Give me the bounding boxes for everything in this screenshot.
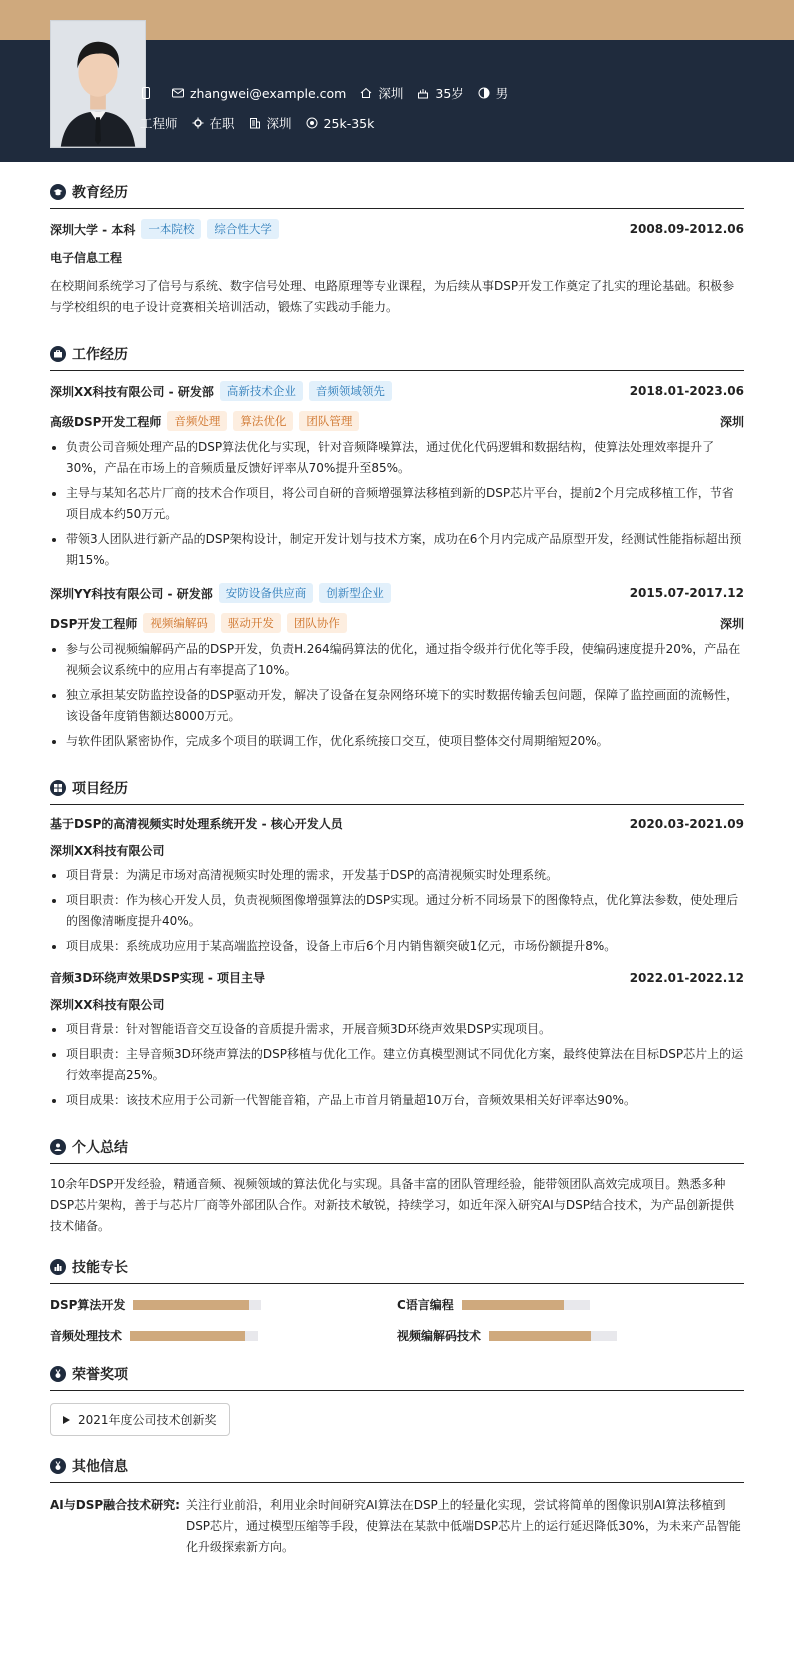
job-company: 深圳XX科技有限公司 - 研发部: [50, 384, 214, 399]
project-bullet: 项目职责：作为核心开发人员，负责视频图像增强算法的DSP实现。通过分析不同场景下的图像特点，优化算法参数，使处理后的图像清晰度提升40%。: [50, 890, 744, 932]
summary-section-title: [50, 1117, 744, 1164]
job-entry: [50, 381, 744, 571]
school-tag: 一本院校: [141, 219, 201, 239]
gender-icon: [478, 87, 490, 99]
contact-age-text: 35岁: [435, 86, 464, 101]
role-tag: 视频编解码: [143, 613, 215, 633]
contact-email[interactable]: [172, 86, 346, 101]
education-date: 2008.09-2012.06: [629, 222, 744, 236]
graduation-cap-icon: [50, 184, 66, 200]
contact-city-text: 深圳: [378, 86, 404, 101]
status-icon: [192, 117, 204, 129]
contact-row: [140, 84, 522, 102]
skill-bar: [130, 1331, 258, 1341]
role-tag: 驱动开发: [221, 613, 281, 633]
status-title: [140, 114, 178, 132]
other-info-item: [50, 1495, 744, 1558]
medal-icon: [50, 1366, 66, 1382]
status-salary-text: 25k-35k: [323, 115, 375, 131]
resume-content: [0, 162, 794, 1558]
building-icon: [249, 117, 261, 129]
skills-section-title: [50, 1237, 744, 1284]
skill-item: [50, 1296, 397, 1313]
award-text: 2021年度公司技术创新奖: [78, 1413, 217, 1427]
company-tag: 音频领域领先: [309, 381, 392, 401]
skill-item: [397, 1296, 744, 1313]
status-salary: [306, 116, 375, 131]
other-title: 其他信息: [72, 1459, 128, 1475]
job-bullet: 参与公司视频编解码产品的DSP开发，负责H.264编码算法的优化，通过指令级并行优化等手段，使编码速度提升20%，产品在视频会议系统中的应用占有率提高了10%。: [50, 639, 744, 681]
other-info-value: 关注行业前沿，利用业余时间研究AI算法在DSP上的轻量化实现，尝试将简单的图像识别AI算法移植到DSP芯片，通过模型压缩等手段，使算法在某款中低端DSP芯片上的运行延迟降低30%，为未来产品智能化升级探索新方向。: [185, 1498, 741, 1554]
status-city-text: 深圳: [266, 116, 292, 131]
job-location: 深圳: [719, 616, 744, 631]
project-bullet: 项目背景：针对智能语音交互设备的音质提升需求，开展音频3D环绕声效果DSP实现项目。: [50, 1019, 744, 1040]
job-bullet: 主导与某知名芯片厂商的技术合作项目，将公司自研的音频增强算法移植到新的DSP芯片平台，提前2个月完成移植工作，节省项目成本约50万元。: [50, 483, 744, 525]
user-icon: [50, 1139, 66, 1155]
project-bullet: 项目成果：系统成功应用于某高端监控设备，设备上市后6个月内销售额突破1亿元，市场份额提升8%。: [50, 936, 744, 957]
job-bullet: 负责公司音频处理产品的DSP算法优化与实现，针对音频降噪算法，通过优化代码逻辑和数据结构，使算法处理效率提升了30%，产品在市场上的音频质量反馈好评率从70%提升至85%。: [50, 437, 744, 479]
company-tag: 创新型企业: [319, 583, 391, 603]
education-title: 教育经历: [72, 185, 128, 201]
contact-city: [360, 84, 403, 102]
job-bullet: 与软件团队紧密协作，完成多个项目的联调工作，优化系统接口交互，使项目整体交付周期缩短20%。: [50, 731, 744, 752]
summary-title: 个人总结: [72, 1140, 128, 1156]
skill-item: [50, 1327, 397, 1344]
cake-icon: [417, 87, 429, 99]
project-entry: [50, 815, 744, 957]
projects-section-title: [50, 758, 744, 805]
triangle-right-icon: [63, 1416, 70, 1424]
education-entry: [50, 219, 744, 318]
skill-bar: [489, 1331, 617, 1341]
contact-age: [417, 84, 463, 102]
status-row: [140, 114, 388, 132]
project-date: 2020.03-2021.09: [629, 816, 744, 831]
status-city: [249, 114, 292, 132]
mail-icon: [172, 87, 184, 99]
awards-title: 荣誉奖项: [72, 1367, 128, 1383]
school-tag: 综合性大学: [207, 219, 279, 239]
contact-email-text: zhangwei@example.com: [190, 85, 347, 101]
awards-section-title: [50, 1344, 744, 1391]
salary-icon: [306, 117, 318, 129]
skill-name: 音频处理技术: [50, 1329, 123, 1343]
job-company: 深圳YY科技有限公司 - 研发部: [50, 586, 213, 601]
role-tag: 音频处理: [167, 411, 227, 431]
other-section-title: [50, 1436, 744, 1483]
skill-item: [397, 1327, 744, 1344]
home-icon: [360, 87, 372, 99]
contact-phone: [140, 87, 158, 99]
education-major: 电子信息工程: [50, 251, 123, 265]
skill-name: C语言编程: [397, 1298, 454, 1312]
education-description: 在校期间系统学习了信号与系统、数字信号处理、电路原理等专业课程，为后续从事DSP开发工作奠定了扎实的理论基础。积极参与学校组织的电子设计竞赛相关培训活动，锻炼了实践动手能力。: [50, 279, 735, 314]
bar-chart-icon: [50, 1259, 66, 1275]
company-tag: 安防设备供应商: [219, 583, 314, 603]
skill-name: DSP算法开发: [50, 1298, 126, 1312]
project-bullet: 项目职责：主导音频3D环绕声算法的DSP移植与优化工作。建立仿真模型测试不同优化方案，最终使算法在目标DSP芯片上的运行效率提高25%。: [50, 1044, 744, 1086]
grid-icon: [50, 780, 66, 796]
job-date: 2015.07-2017.12: [629, 586, 744, 600]
skills-title: 技能专长: [72, 1260, 128, 1276]
project-bullet: 项目背景：为满足市场对高清视频实时处理的需求，开发基于DSP的高清视频实时处理系统。: [50, 865, 744, 886]
contact-gender: [478, 84, 509, 102]
project-name: 音频3D环绕声效果DSP实现 - 项目主导: [50, 971, 266, 985]
skill-bar: [462, 1300, 590, 1310]
company-tag: 高新技术企业: [220, 381, 303, 401]
status-employment: [192, 114, 235, 132]
skill-bar: [133, 1300, 261, 1310]
profile-header: [0, 40, 794, 162]
contact-gender-text: 男: [495, 86, 509, 101]
school-name: 深圳大学 - 本科: [50, 222, 136, 237]
project-bullet: 项目成果：该技术应用于公司新一代智能音箱，产品上市首月销量超10万台，音频效果相关好评率达90%。: [50, 1090, 744, 1111]
skill-bar-fill: [462, 1300, 564, 1310]
skills-grid: [50, 1296, 744, 1344]
info-icon: [50, 1458, 66, 1474]
status-employment-text: 在职: [209, 116, 235, 131]
job-bullet: 独立承担某安防监控设备的DSP驱动开发，解决了设备在复杂网络环境下的实时数据传输丢包问题，保障了监控画面的流畅性，该设备年度销售额达8000万元。: [50, 685, 744, 727]
other-info-key: AI与DSP融合技术研究:: [50, 1498, 180, 1512]
role-tag: 团队协作: [287, 613, 347, 633]
skill-bar-fill: [489, 1331, 591, 1341]
role-tag: 团队管理: [299, 411, 359, 431]
role-tag: 算法优化: [233, 411, 293, 431]
skill-name: 视频编解码技术: [397, 1329, 482, 1343]
project-company: 深圳XX科技有限公司: [50, 998, 165, 1012]
project-entry: [50, 969, 744, 1111]
briefcase-icon: [50, 346, 66, 362]
education-section-title: [50, 162, 744, 209]
job-date: 2018.01-2023.06: [629, 384, 744, 398]
phone-icon: [140, 87, 152, 99]
summary-text: 10余年DSP开发经验，精通音频、视频领域的算法优化与实现。具备丰富的团队管理经验，能带领团队高效完成项目。熟悉多种DSP芯片架构，善于与芯片厂商等外部团队合作。对新技术敏锐，持续学习，如近年深入研究AI与DSP结合技术，为产品创新提供技术储备。: [50, 1177, 734, 1233]
work-title: 工作经历: [72, 347, 128, 363]
work-section-title: [50, 324, 744, 371]
job-role: 高级DSP开发工程师: [50, 414, 162, 429]
project-name: 基于DSP的高清视频实时处理系统开发 - 核心开发人员: [50, 817, 343, 831]
status-title-text: 工程师: [140, 116, 178, 131]
job-location: 深圳: [719, 414, 744, 429]
skill-bar-fill: [130, 1331, 245, 1341]
skill-bar-fill: [133, 1300, 248, 1310]
job-role: DSP开发工程师: [50, 616, 138, 631]
project-company: 深圳XX科技有限公司: [50, 844, 165, 858]
avatar: [50, 20, 146, 148]
job-bullet: 带领3人团队进行新产品的DSP架构设计，制定开发计划与技术方案，成功在6个月内完成产品原型开发，经测试性能指标超出预期15%。: [50, 529, 744, 571]
projects-title: 项目经历: [72, 781, 128, 797]
job-entry: [50, 583, 744, 752]
project-date: 2022.01-2022.12: [629, 970, 744, 985]
award-item: [50, 1403, 230, 1436]
